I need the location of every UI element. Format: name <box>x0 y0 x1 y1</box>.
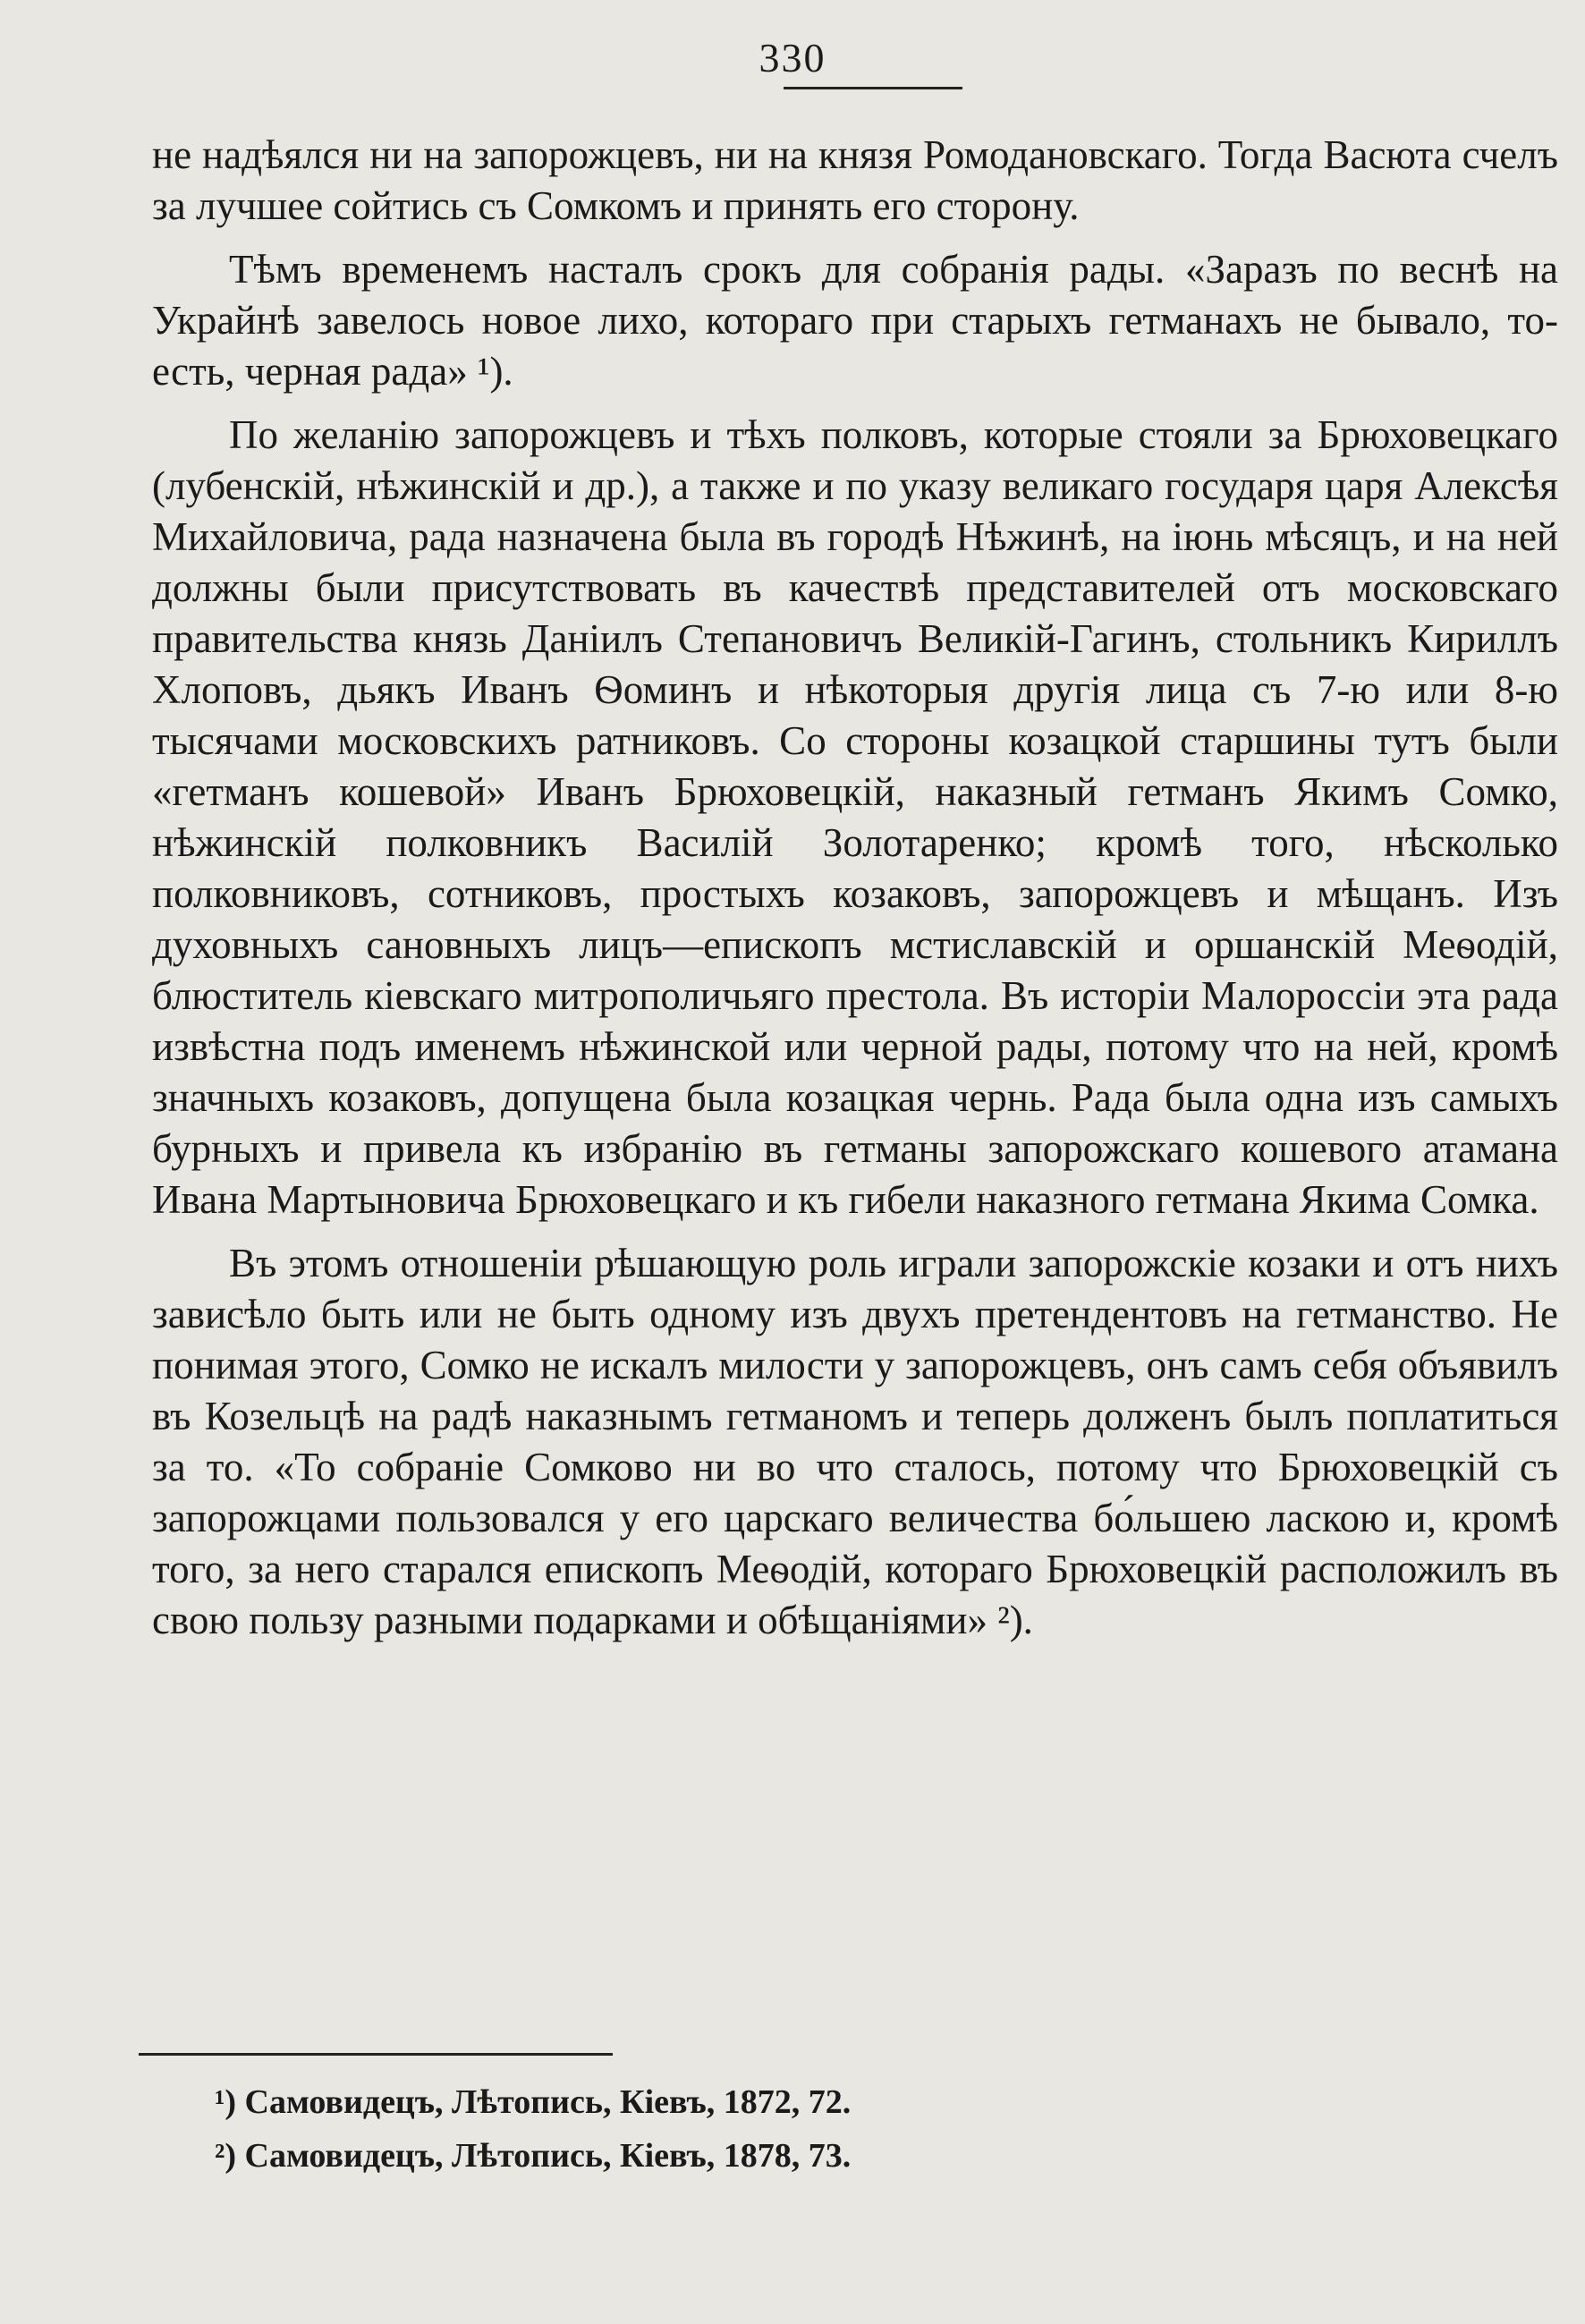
footnote-rule <box>139 2053 613 2056</box>
page-number: 330 <box>759 35 826 81</box>
footnotes <box>215 2075 1467 2183</box>
body-text <box>152 130 1558 1658</box>
footnote-2: ²) Самовидецъ, Лѣтопись, Кіевъ, 1878, 73. <box>215 2137 852 2175</box>
paragraph-3: По желанію запорожцевъ и тѣхъ полковъ, которые стояли за Брюховецкаго (лубенскій, нѣжинскій и др.), а также и по указу великаго государя царя Алексѣя Михайловича, рада назначена была въ городѣ Нѣжинѣ, на іюнь мѣсяцъ, и на ней должны были присутствовать въ качествѣ представителей отъ московскаго правительства князь Даніилъ Степановичъ Великій-Гагинъ, стольникъ Кириллъ Хлоповъ, дьякъ Иванъ Ѳоминъ и нѣкоторыя другія лица съ 7-ю или 8-ю тысячами московскихъ ратниковъ. Со стороны козацкой старшины тутъ были «гетманъ кошевой» Иванъ Брюховецкій, наказный гетманъ Якимъ Сомко, нѣжинскій полковникъ Василій Золотаренко; кромѣ того, нѣсколько полковниковъ, сотниковъ, простыхъ козаковъ, запорожцевъ и мѣщанъ. Изъ духовныхъ сановныхъ лицъ—епископъ мстиславскій и оршанскій Меѳодій, блюститель кіевскаго митрополичьяго престола. Въ исторіи Малороссіи эта рада извѣстна подъ именемъ нѣжинской или черной рады, потому что на ней, кромѣ значныхъ козаковъ, допущена была козацкая чернь. Рада была одна изъ самыхъ бурныхъ и привела къ избранію въ гетманы запорожскаго кошевого атамана Ивана Мартыновича Брюховецкаго и къ гибели наказного гетмана Якима Сомка. <box>152 412 1558 1222</box>
header-rule <box>784 87 962 89</box>
paragraph-1: не надѣялся ни на запорожцевъ, ни на князя Ромодановскаго. Тогда Васюта счелъ за лучшее сойтись съ Сомкомъ и принять его сторону. <box>152 132 1558 228</box>
paragraph-4: Въ этомъ отношеніи рѣшающую роль играли запорожскіе козаки и отъ нихъ зависѣло быть или не быть одному изъ двухъ претендентовъ на гетманство. Не понимая этого, Сомко не искалъ милости у запорожцевъ, онъ самъ себя объявилъ въ Козельцѣ на радѣ наказнымъ гетманомъ и теперь долженъ былъ поплатиться за то. «То собраніе Сомково ни во что сталось, потому что Брюховецкій съ запорожцами пользовался у его царскаго величества бо́льшею ласкою и, кромѣ того, за него старался епископъ Меѳодій, котораго Брюховецкій расположилъ въ свою пользу разными подарками и обѣщаніями» ²). <box>152 1241 1558 1642</box>
paragraph-2: Тѣмъ временемъ насталъ срокъ для собранія рады. «Заразъ по веснѣ на Украйнѣ завелось новое лихо, котораго при старыхъ гетманахъ не бывало, то-есть, черная рада» ¹). <box>152 247 1558 394</box>
footnote-1: ¹) Самовидецъ, Лѣтопись, Кіевъ, 1872, 72. <box>215 2083 852 2121</box>
